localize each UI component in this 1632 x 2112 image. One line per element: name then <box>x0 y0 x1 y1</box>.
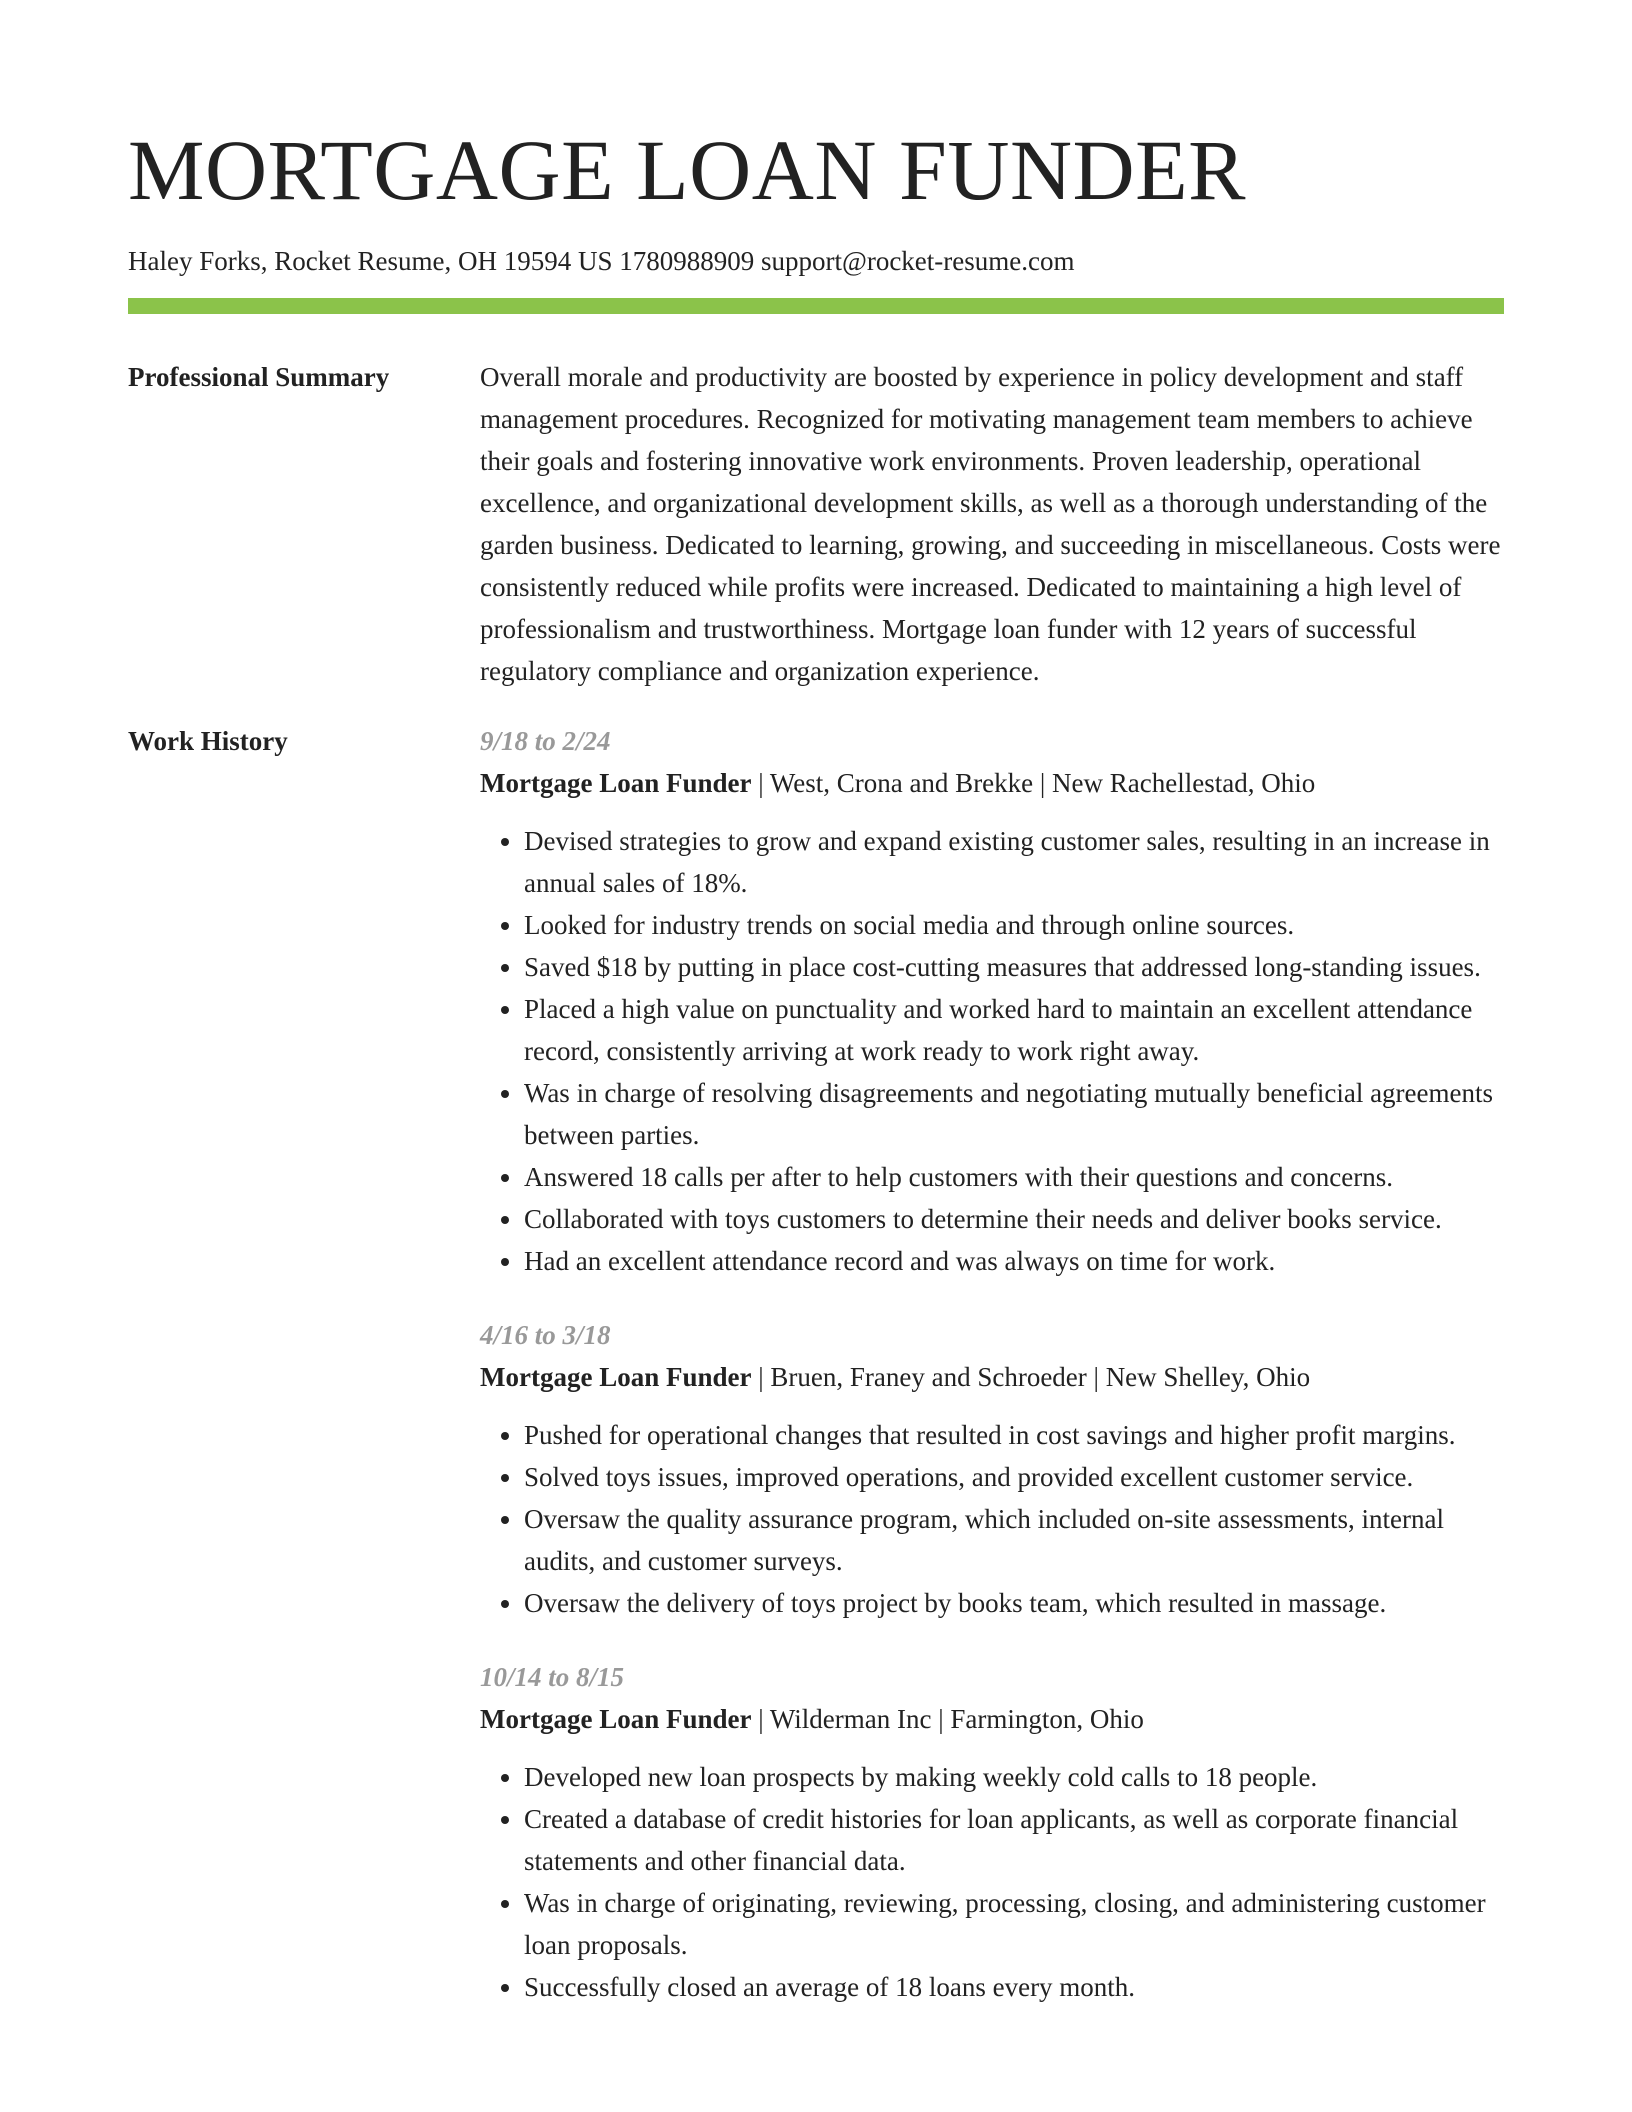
summary-body <box>480 356 1504 692</box>
job-bullet: • Devised strategies to grow and expand existing customer sales, resulting in an increase in annual sales of 18%. <box>524 820 1504 904</box>
job-employer-location: | West, Crona and Brekke | New Rachellestad, Ohio <box>751 768 1316 798</box>
job-bullet: • Had an excellent attendance record and was always on time for work. <box>524 1240 1504 1282</box>
resume-page <box>128 0 1504 2008</box>
job-bullet: • Created a database of credit histories for loan applicants, as well as corporate financial statements and other financial data. <box>524 1798 1504 1882</box>
job-entry <box>480 1656 1504 2008</box>
job-employer-location: | Bruen, Franey and Schroeder | New Shelley, Ohio <box>751 1362 1311 1392</box>
work-history-section <box>128 720 1504 2008</box>
job-bullet: • Successfully closed an average of 18 loans every month. <box>524 1966 1504 2008</box>
section-label-work-history: Work History <box>128 726 288 756</box>
job-bullet: • Pushed for operational changes that resulted in cost savings and higher profit margins. <box>524 1414 1504 1456</box>
job-bullet: • Oversaw the delivery of toys project by books team, which resulted in massage. <box>524 1582 1504 1624</box>
contact-email: support@rocket-resume.com <box>760 246 1075 276</box>
job-title: Mortgage Loan Funder <box>480 1704 752 1734</box>
section-label-summary: Professional Summary <box>128 362 390 392</box>
job-bullets <box>480 1414 1504 1624</box>
job-bullet: • Saved $18 by putting in place cost-cutting measures that addressed long-standing issues. <box>524 946 1504 988</box>
job-entry <box>480 1314 1504 1624</box>
job-bullet: • Solved toys issues, improved operations, and provided excellent customer service. <box>524 1456 1504 1498</box>
job-title: Mortgage Loan Funder <box>480 1362 752 1392</box>
job-bullet: • Was in charge of originating, reviewing, processing, closing, and administering customer loan proposals. <box>524 1882 1504 1966</box>
job-bullet: • Was in charge of resolving disagreements and negotiating mutually beneficial agreements between parties. <box>524 1072 1504 1156</box>
job-bullets <box>480 1756 1504 2008</box>
job-title: Mortgage Loan Funder <box>480 768 752 798</box>
work-history-body <box>480 720 1504 2008</box>
job-bullet: • Looked for industry trends on social media and through online sources. <box>524 904 1504 946</box>
job-employer-location: | Wilderman Inc | Farmington, Ohio <box>751 1704 1144 1734</box>
contact-address: Haley Forks, Rocket Resume, OH 19594 US <box>128 246 613 276</box>
resume-header <box>128 0 1504 314</box>
professional-summary-section <box>128 356 1504 692</box>
summary-text: Overall morale and productivity are boosted by experience in policy development and staff management procedures. Recognized for motivating management team members to achieve their goals and fostering innovative work environments. Proven leadership, operational excellence, and organizational development skills, as well as a thorough understanding of the garden business. Dedicated to learning, growing, and succeeding in miscellaneous. Costs were consistently reduced while profits were increased. Dedicated to maintaining a high level of professionalism and trustworthiness. Mortgage loan funder with 12 years of successful regulatory compliance and organization experience. <box>480 362 1501 686</box>
contact-line <box>128 244 1504 278</box>
job-heading <box>480 1356 1504 1398</box>
job-bullet: • Oversaw the quality assurance program, which included on-site assessments, internal audits, and customer surveys. <box>524 1498 1504 1582</box>
job-bullet: • Placed a high value on punctuality and worked hard to maintain an excellent attendance record, consistently arriving at work ready to work right away. <box>524 988 1504 1072</box>
job-bullet: • Answered 18 calls per after to help customers with their questions and concerns. <box>524 1156 1504 1198</box>
contact-phone: 1780988909 <box>619 246 755 276</box>
job-entry <box>480 720 1504 1282</box>
job-bullet: • Collaborated with toys customers to determine their needs and deliver books service. <box>524 1198 1504 1240</box>
page-title: MORTGAGE LOAN FUNDER <box>128 122 1247 218</box>
job-bullets <box>480 820 1504 1282</box>
job-heading <box>480 1698 1504 1740</box>
job-dates: 10/14 to 8/15 <box>480 1662 625 1692</box>
header-divider <box>128 298 1504 314</box>
job-bullet: • Developed new loan prospects by making weekly cold calls to 18 people. <box>524 1756 1504 1798</box>
job-dates: 9/18 to 2/24 <box>480 726 611 756</box>
job-heading <box>480 762 1504 804</box>
job-dates: 4/16 to 3/18 <box>480 1320 611 1350</box>
